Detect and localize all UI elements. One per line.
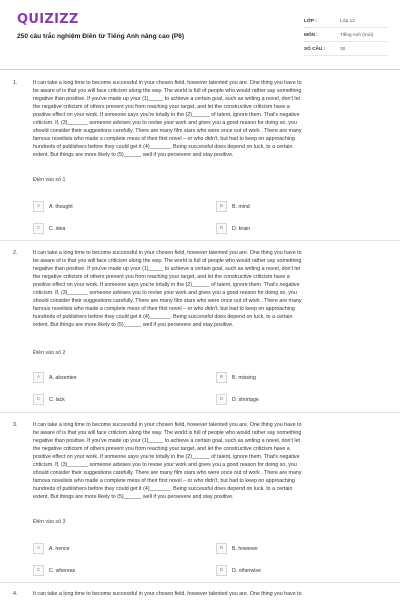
meta-key: MÔN : bbox=[304, 32, 318, 37]
option-c[interactable] bbox=[33, 394, 65, 405]
option-a[interactable] bbox=[33, 201, 73, 212]
option-a[interactable] bbox=[33, 543, 69, 554]
option-b[interactable] bbox=[216, 201, 250, 212]
meta-row-count bbox=[304, 42, 388, 56]
question-divider bbox=[0, 582, 400, 583]
question-number: 1. bbox=[13, 80, 18, 86]
quizizz-logo: QUIZIZZ bbox=[17, 12, 79, 27]
option-text: A. thought bbox=[49, 203, 73, 210]
meta-value: Lớp 12 bbox=[340, 18, 355, 23]
question-prompt: Điền vào số 1 bbox=[33, 177, 66, 183]
question-number: 2. bbox=[13, 250, 18, 256]
option-text: A. hence bbox=[49, 545, 70, 552]
option-letter: D bbox=[216, 223, 227, 234]
option-letter: D bbox=[216, 565, 227, 576]
option-letter: C bbox=[33, 223, 44, 234]
option-c[interactable] bbox=[33, 565, 75, 576]
question-passage: It can take a long time to become successful in your chosen field, however talented you are. One thing you have to be aware of is that you will face criticism along the way. The world is full of people who would rather say something negative than positive. If you've made up your (1)_____ to achieve a certain goal, such as writing a novel, don't let the negative criticism of others prevent you from reaching your target, and let the constructive criticism have a positive effect on your work. If someone says you're totally in the (2)______ of talent, ignore them. That's negative criticism. If, (3)_______ someone advises you to revise your work and gives you a good reason for doing so, you should consider their suggestions carefully. There are many film stars who were once out of work . There are many famous novelists who made a complete mess of their first novel – or who didn't, but had to keep on approaching hundreds of publishers before they could get it (4)_______. Being successful does depend on luck, to a certain extent. But things are more likely to (5)______ well if you persevere and stay positive. bbox=[33, 80, 302, 158]
option-b[interactable] bbox=[216, 543, 258, 554]
option-letter: B bbox=[216, 201, 227, 212]
option-text: D. otherwise bbox=[232, 567, 261, 574]
question-passage: It can take a long time to become successful in your chosen field, however talented you are. One thing you have to bbox=[33, 591, 302, 597]
option-text: B. missing bbox=[232, 374, 256, 381]
option-text: C. whereas bbox=[49, 567, 76, 574]
option-letter: A bbox=[33, 543, 44, 554]
option-letter: A bbox=[33, 201, 44, 212]
meta-table bbox=[304, 14, 388, 56]
question-divider bbox=[0, 240, 400, 241]
worksheet-header bbox=[0, 0, 400, 68]
option-c[interactable] bbox=[33, 223, 65, 234]
option-a[interactable] bbox=[33, 372, 77, 383]
option-text: B. mind bbox=[232, 203, 250, 210]
option-text: D. brain bbox=[232, 225, 251, 232]
option-d[interactable] bbox=[216, 565, 261, 576]
question-number: 4. bbox=[13, 591, 18, 597]
option-text: B. however bbox=[232, 545, 258, 552]
meta-row-class bbox=[304, 14, 388, 28]
question-prompt: Điền vào số 2 bbox=[33, 350, 66, 356]
option-letter: B bbox=[216, 543, 227, 554]
meta-value: 30 bbox=[340, 46, 346, 51]
option-text: C. lack bbox=[49, 396, 65, 403]
option-letter: B bbox=[216, 372, 227, 383]
option-b[interactable] bbox=[216, 372, 256, 383]
page-title: 250 câu trắc nghiệm Điền từ Tiếng Anh nâng cao (P6) bbox=[17, 33, 185, 40]
meta-key: SỐ CÂU : bbox=[304, 46, 326, 51]
question-passage: It can take a long time to become successful in your chosen field, however talented you are. One thing you have to be aware of is that you will face criticism along the way. The world is full of people who would rather say something negative than positive. If you've made up your (1)_____ to achieve a certain goal, such as writing a novel, don't let the negative criticism of others prevent you from reaching your target, and let the constructive criticism have a positive effect on your work. If someone says you're totally in the (2)______ of talent, ignore them. That's negative criticism. If, (3)_______ someone advises you to revise your work and gives you a good reason for doing so, you should consider their suggestions carefully. There are many film stars who were once out of work . There are many famous novelists who made a complete mess of their first novel – or who didn't, but had to keep on approaching hundreds of publishers before they could get it (4)_______. Being successful does depend on luck, to a certain extent. But things are more likely to (5)______ well if you persevere and stay positive. bbox=[33, 250, 302, 328]
option-letter: C bbox=[33, 394, 44, 405]
option-text: D. shortage bbox=[232, 396, 259, 403]
option-letter: A bbox=[33, 372, 44, 383]
option-letter: D bbox=[216, 394, 227, 405]
meta-row-subject bbox=[304, 28, 388, 42]
question-divider bbox=[0, 412, 400, 413]
option-d[interactable] bbox=[216, 223, 250, 234]
meta-value: Tiếng Anh (mới) bbox=[340, 32, 374, 37]
header-divider bbox=[0, 69, 400, 70]
question-passage: It can take a long time to become successful in your chosen field, however talented you are. One thing you have to be aware of is that you will face criticism along the way. The world is full of people who would rather say something negative than positive. If you've made up your (1)_____ to achieve a certain goal, such as writing a novel, don't let the negative criticism of others prevent you from reaching your target, and let the constructive criticism have a positive effect on your work. If someone says you're totally in the (2)______ of talent, ignore them. That's negative criticism. If, (3)_______ someone advises you to revise your work and gives you a good reason for doing so, you should consider their suggestions carefully. There are many film stars who were once out of work . There are many famous novelists who made a complete mess of their first novel – or who didn't, but had to keep on approaching hundreds of publishers before they could get it (4)_______. Being successful does depend on luck, to a certain extent. But things are more likely to (5)______ well if you persevere and stay positive. bbox=[33, 422, 302, 500]
option-text: A. absentee bbox=[49, 374, 77, 381]
option-text: C. idea bbox=[49, 225, 66, 232]
option-d[interactable] bbox=[216, 394, 259, 405]
question-prompt: Điền vào số 3 bbox=[33, 519, 66, 525]
question-number: 3. bbox=[13, 422, 18, 428]
meta-key: LỚP : bbox=[304, 18, 317, 23]
option-letter: C bbox=[33, 565, 44, 576]
